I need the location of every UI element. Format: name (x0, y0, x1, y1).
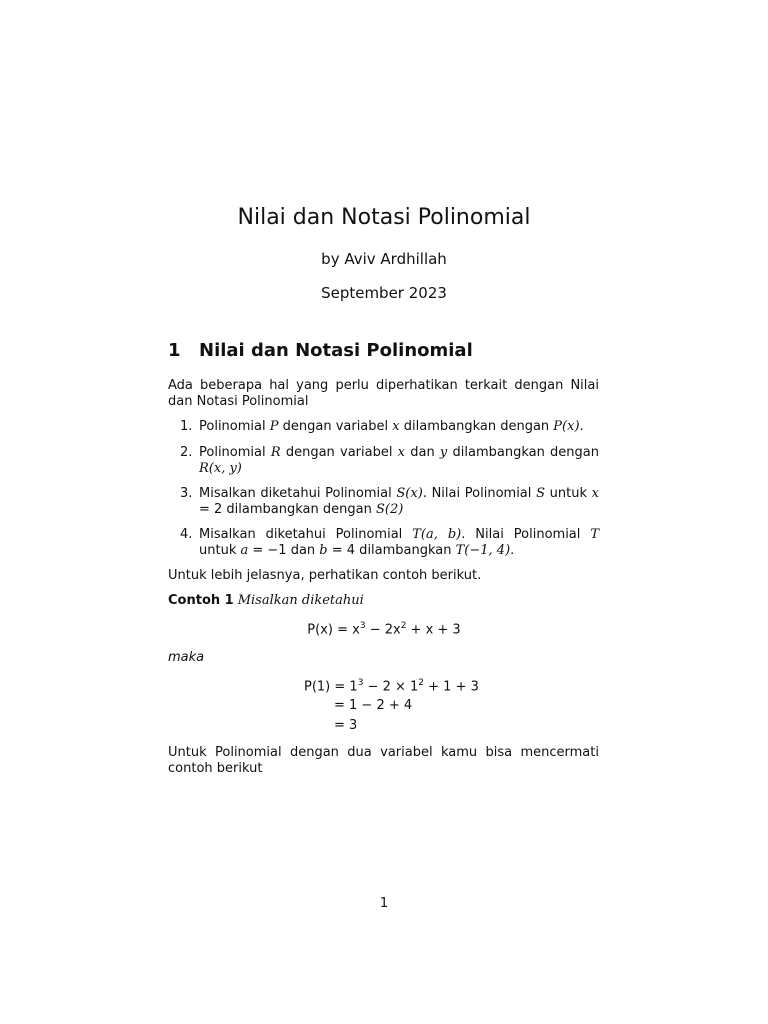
list-text: Misalkan diketahui Polinomial T(a, b). Nilai Polinomial T untuk a = −1 dan b = 4 dilambangkan T(−1, 4). (199, 527, 600, 558)
example-title: Contoh 1 (168, 593, 234, 608)
equation-step: = 1 − 2 + 4 (334, 698, 413, 713)
page-number: 1 (379, 896, 389, 911)
list-text: Polinomial P dengan variabel x dilambangkan dengan P(x). (199, 419, 584, 434)
equation-step: $P(1) = 1^3 - 2 \times 1^2 + 1 + 3$ (304, 678, 479, 695)
list-number: 3. (180, 486, 193, 501)
list-item (168, 486, 599, 518)
section-number: 1 (168, 340, 181, 361)
maka-text: maka (168, 650, 205, 665)
list-item (168, 445, 599, 477)
section-heading (168, 340, 473, 361)
intro-paragraph: Ada beberapa hal yang perlu diperhatikan terkait dengan Nilai dan Notasi Polinomial (168, 378, 599, 409)
equation-polynomial: $P(x) = x^3 - 2x^2 + x + 3$ (307, 621, 461, 638)
closing-paragraph: Untuk Polinomial dengan dua variabel kamu bisa mencermati contoh berikut (168, 745, 599, 776)
example-caption: Misalkan diketahui (237, 593, 364, 608)
list-text: Polinomial R dengan variabel x dan y dilambangkan dengan R(x, y) (199, 445, 599, 476)
document-title: Nilai dan Notasi Polinomial (237, 205, 531, 230)
after-list-paragraph: Untuk lebih jelasnya, perhatikan contoh berikut. (168, 568, 482, 583)
list-text: Misalkan diketahui Polinomial S(x). Nilai Polinomial S untuk x = 2 dilambangkan dengan S(2) (199, 486, 600, 517)
section-title: Nilai dan Notasi Polinomial (199, 340, 473, 361)
list-number: 4. (180, 527, 193, 542)
list-item (168, 419, 599, 435)
document-date: September 2023 (321, 284, 447, 302)
list-number: 2. (180, 445, 193, 460)
document-author: by Aviv Ardhillah (321, 250, 447, 268)
list-item (168, 527, 599, 559)
equation-step: = 3 (334, 718, 358, 733)
example-label (168, 593, 364, 608)
list-number: 1. (180, 419, 193, 434)
